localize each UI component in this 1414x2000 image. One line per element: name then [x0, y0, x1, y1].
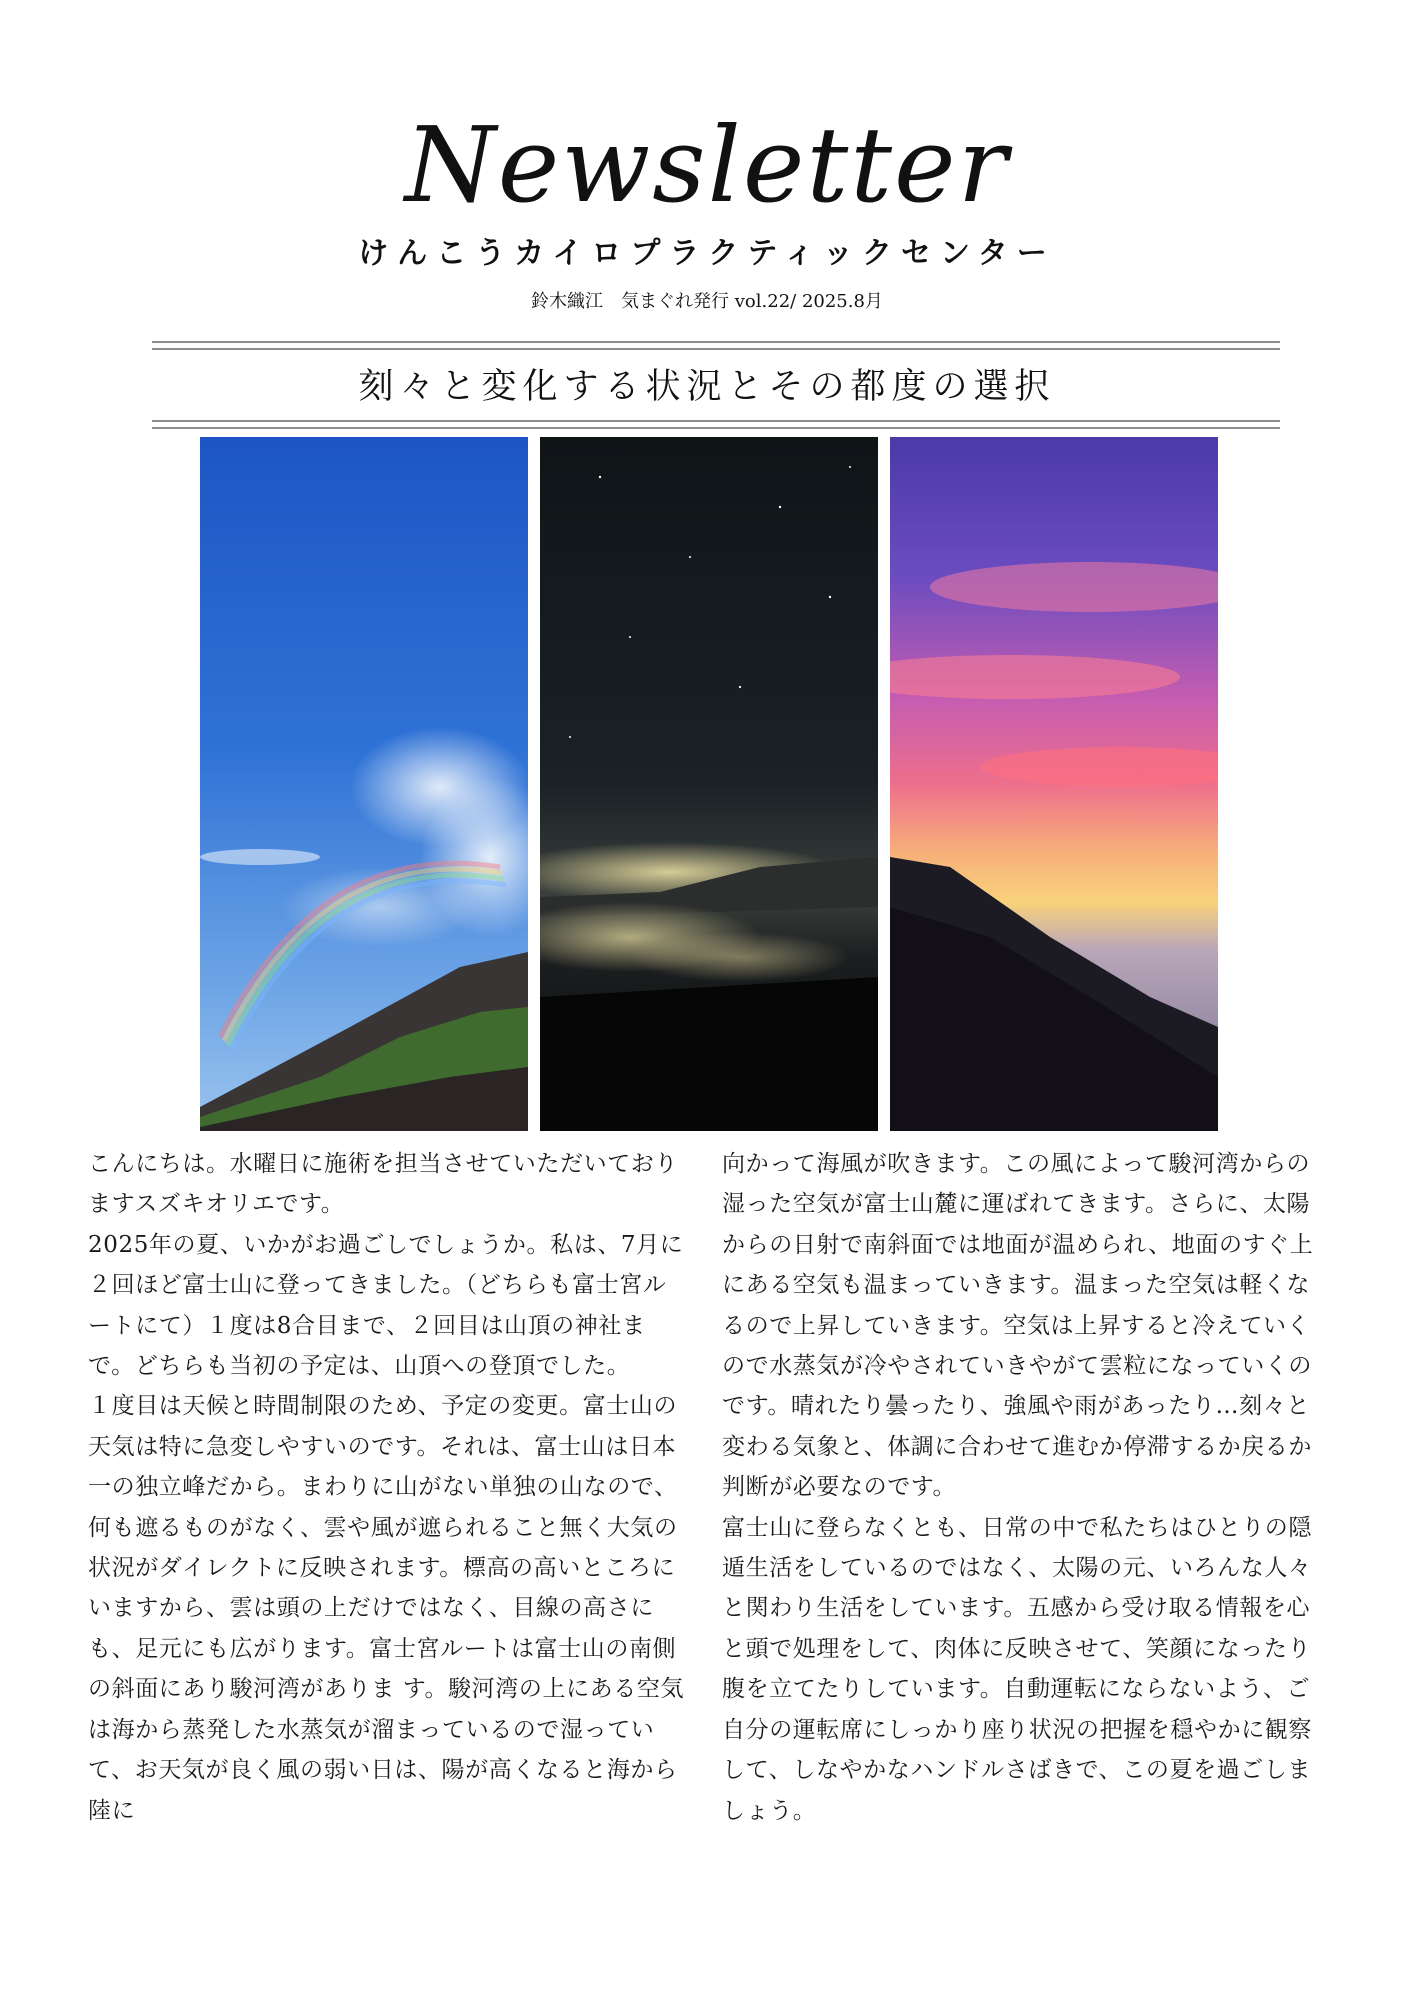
- photo-rainbow-sky: [200, 437, 528, 1131]
- bottom-divider: [152, 420, 1280, 429]
- article-column-left: [88, 1144, 688, 1831]
- photo-night-city: [540, 437, 878, 1131]
- top-divider: [152, 341, 1280, 350]
- masthead: [0, 100, 1414, 314]
- photo-sunset: [890, 437, 1218, 1131]
- article-column-right: [722, 1144, 1322, 1831]
- left-paragraph-3: １度目は天候と時間制限のため、予定の変更。富士山の天気は特に急変しやすいのです。それは、富士山は日本一の独立峰だから。まわりに山がない単独の山なので、何も遮るものがなく、雲や風が遮られること無く大気の状況がダイレクトに反映されます。標高の高いところにいますから、雲は頭の上だけではなく、目線の高さにも、足元にも広がります。富士宮ルートは富士山の南側の斜面にあり駿河湾がありま す。駿河湾の上にある空気は海から蒸発した水蒸気が溜まっているので湿っていて、お天気が良く風の弱い日は、陽が高くなると海から陸に: [88, 1393, 685, 1824]
- right-paragraph-1: 向かって海風が吹きます。この風によって駿河湾からの湿った空気が富士山麓に運ばれてきます。さらに、太陽からの日射で南斜面では地面が温められ、地面のすぐ上にある空気も温まっていきます。温まった空気は軽くなるので上昇していきます。空気は上昇すると冷えていくので水蒸気が冷やされていきやがて雲粒になっていくのです。晴れたり曇ったり、強風や雨があったり…刻々と変わる気象と、体調に合わせて進むか停滞するか戻るか判断が必要なのです。: [722, 1151, 1314, 1501]
- organization-name: けんこうカイロプラクティックセンター: [358, 236, 1056, 271]
- issue-line: 鈴木織江 気まぐれ発行 vol.22/ 2025.8月: [531, 291, 883, 312]
- newsletter-title: Newsletter: [404, 104, 1010, 226]
- left-paragraph-1: こんにちは。水曜日に施術を担当させていただいておりますスズキオリエです。: [88, 1151, 678, 1218]
- left-paragraph-2: 2025年の夏、いかがお過ごしでしょうか。私は、7月に２回ほど富士山に登ってきました。（どちらも富士宮ルートにて）１度は8合目まで、２回目は山頂の神社まで。どちらも当初の予定は、山頂への登頂でした。: [88, 1231, 684, 1380]
- article-headline: 刻々と変化する状況とその都度の選択: [358, 367, 1056, 407]
- right-paragraph-2: 富士山に登らなくとも、日常の中で私たちはひとりの隠遁生活をしているのではなく、太陽の元、いろんな人々と関わり生活をしています。五感から受け取る情報を心と頭で処理をして、肉体に反映させて、笑顔になったり腹を立てたりしています。自動運転にならないよう、ご自分の運転席にしっかり座り状況の把握を穏やかに観察して、しなやかなハンドルさばきで、この夏を過ごしましょう。: [722, 1514, 1312, 1824]
